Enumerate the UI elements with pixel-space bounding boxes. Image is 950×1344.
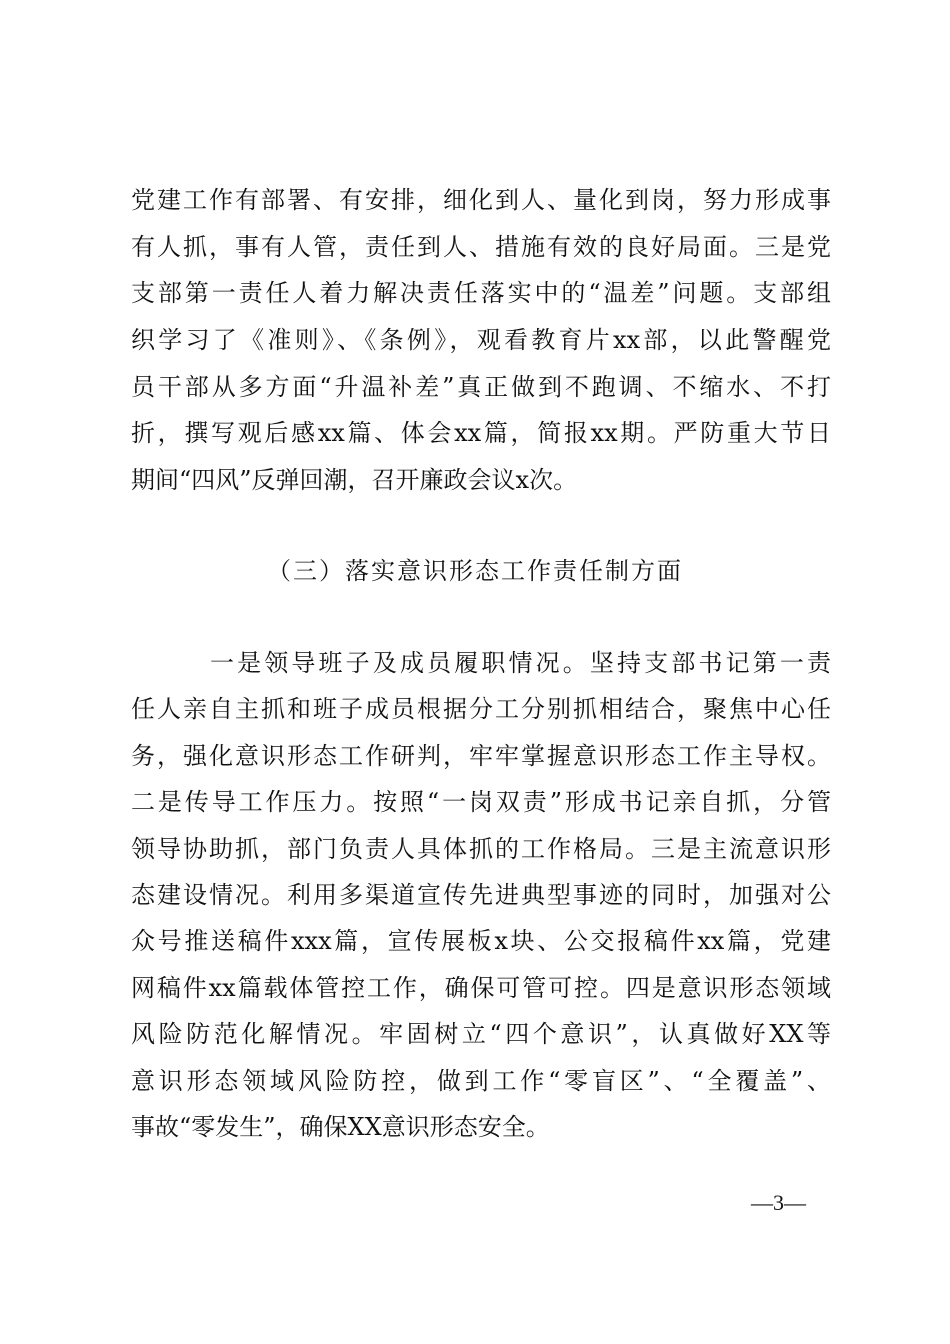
paragraph-2-line-11: 事故“零发生”，确保XX意识形态安全。 [131,1113,550,1141]
paragraph-2-line-4: 二是传导工作压力。按照“一岗双责”形成书记亲自抓，分管 [131,788,831,816]
page-number: —3— [751,1190,806,1215]
paragraph-1-line-4: 织学习了《准则》、《条例》，观看教育片xx部，以此警醒党 [131,326,831,354]
paragraph-2-line-5: 领导协助抓，部门负责人具体抓的工作格局。三是主流意识形 [131,835,831,863]
paragraph-2-line-1: 一是领导班子及成员履职情况。坚持支部书记第一责 [210,649,831,677]
paragraph-2-line-2: 任人亲自主抓和班子成员根据分工分别抓相结合，聚焦中心任 [131,695,831,723]
paragraph-2-line-9: 风险防范化解情况。牢固树立“四个意识”，认真做好XX等 [131,1020,831,1048]
paragraph-1-line-3: 支部第一责任人着力解决责任落实中的“温差”问题。支部组 [131,279,831,307]
paragraph-2-line-8: 网稿件xx篇载体管控工作，确保可管可控。四是意识形态领域 [131,974,831,1002]
paragraph-1-line-7: 期间“四风”反弹回潮，召开廉政会议x次。 [131,466,578,494]
paragraph-2-line-6: 态建设情况。利用多渠道宣传先进典型事迹的同时，加强对公 [131,881,831,909]
paragraph-1-line-5: 员干部从多方面“升温补差”真正做到不跑调、不缩水、不打 [131,373,831,401]
paragraph-1-line-2: 有人抓，事有人管，责任到人、措施有效的良好局面。三是党 [131,233,831,261]
paragraph-1-line-6: 折，撰写观后感xx篇、体会xx篇，简报xx期。严防重大节日 [131,419,831,447]
paragraph-2-line-7: 众号推送稿件xxx篇，宣传展板x块、公交报稿件xx篇，党建 [131,927,831,955]
section-heading: （三）落实意识形态工作责任制方面 [267,557,683,585]
paragraph-1-line-1: 党建工作有部署、有安排，细化到人、量化到岗，努力形成事 [131,186,831,214]
paragraph-2-line-10: 意识形态领域风险防控，做到工作“零盲区”、“全覆盖”、 [131,1067,831,1095]
paragraph-2-line-3: 务，强化意识形态工作研判，牢牢掌握意识形态工作主导权。 [131,742,831,770]
